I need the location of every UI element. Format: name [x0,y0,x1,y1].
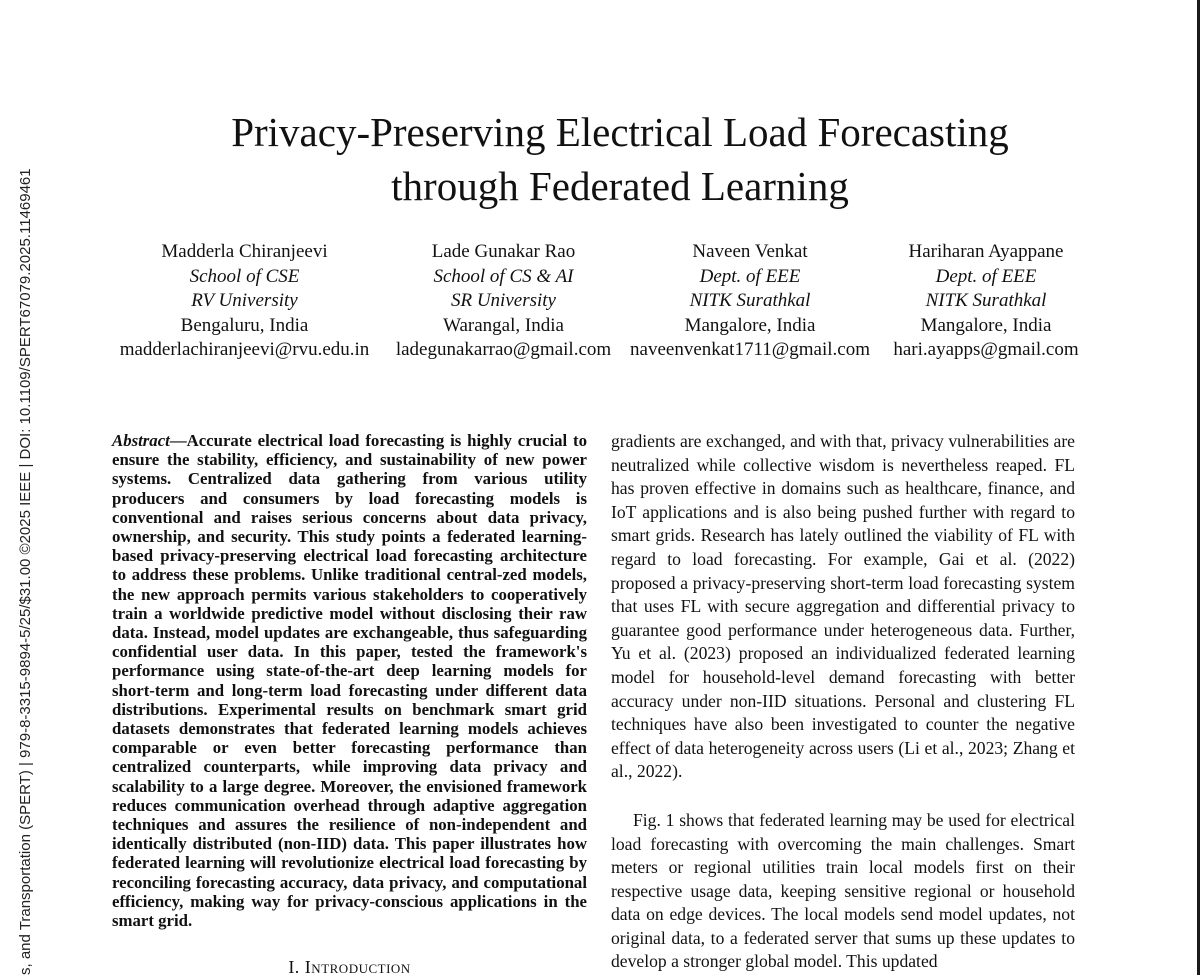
author-city: Mangalore, India [920,314,1052,336]
author-department: School of CS & AI [433,265,574,287]
author-name: Naveen Venkat [692,241,808,262]
author-name: Hariharan Ayappane [908,241,1064,262]
author-city: Mangalore, India [684,314,816,336]
side-margin-citation: s, and Transportation (SPERT) | 979-8-3315-9894-5/25/$31.00 ©2025 IEEE | DOI: 10.1109/SPERT67079.2025.11469461 [17,168,34,975]
title-line-1: Privacy-Preserving Electrical Load Forecasting [231,109,1009,155]
author-block-1 [103,240,386,363]
author-department: School of CSE [189,265,300,287]
title-line-2: through Federated Learning [391,163,849,209]
author-email: ladegunakarrao@gmail.com [395,339,612,360]
abstract-label: Abstract [112,431,170,450]
author-block-4 [879,240,1093,363]
right-column [611,430,1075,974]
paragraph-1: gradients are exchanged, and with that, privacy vulnerabilities are neutralized while collective wisdom is nevertheless reaped. FL has proven effective in domains such as healthcare, finance, and IoT applications and is also being pushed further with regard to smart grids. Research has lately outlined the viability of FL with regard to load forecasting. For example, Gai et al. (2022) proposed a privacy-preserving short-term load forecasting system that uses FL with secure aggregation and differential privacy to guarantee good performance under heterogeneous data. Further, Yu et al. (2023) proposed an individualized federated learning model for household-level demand forecasting with better accuracy under non-IID situations. Personal and clustering FL techniques have also been investigated to counter the negative effect of data heterogeneity across users (Li et al., 2023; Zhang et al., 2022). [611,431,1075,782]
author-email: hari.ayapps@gmail.com [893,339,1079,360]
author-name: Madderla Chiranjeevi [161,241,328,262]
author-university: SR University [450,290,556,311]
author-university: RV University [191,290,298,311]
paragraph-2: Fig. 1 shows that federated learning may be used for electrical load forecasting with overcoming the main challenges. Smart meters or regional utilities train local models first on their respective usage data, keeping sensitive regional or household data on edge devices. The local models send model updates, not original data, to a federated server that sums up these updates to develop a stronger global model. This updated [611,809,1075,972]
author-name: Lade Gunakar Rao [431,241,576,262]
author-block-3 [621,240,879,363]
paper-title [40,105,1200,213]
author-city: Bengaluru, India [180,314,309,336]
author-block-2 [382,240,625,363]
author-university: NITK Surathkal [925,290,1047,311]
abstract-text: —Accurate electrical load forecasting is highly crucial to ensure the stability, efficiency, and sustainability of new power systems. Centralized data gathering from various utility producers and consumers by load forecasting models is conventional and raises serious concerns about data privacy, ownership, and security. This study points a federated learning-based privacy-preserving electrical load forecasting architecture to address these problems. Unlike traditional central-zed models, the new approach permits various stakeholders to cooperatively train a worldwide predictive model without disclosing their raw data. Instead, model updates are exchangeable, thus safeguarding confidential user data. In this paper, tested the framework's performance using state-of-the-art deep learning models for short-term and long-term load forecasting under different data distributions. Experimental results on benchmark smart grid datasets demonstrates that federated learning models achieves comparable or even better forecasting performance than centralized counterparts, while improving data privacy and scalability to a large degree. Moreover, the envisioned framework reduces communication overhead through adaptive aggregation techniques and assures the resilience of non-independent and identically distributed (non-IID) data. This paper illustrates how federated learning will revolutionize electrical load forecasting by reconciling forecasting accuracy, data privacy, and computational efficiency, making way for privacy-conscious applications in the smart grid. [112,431,587,931]
author-email: naveenvenkat1711@gmail.com [630,339,870,360]
section-heading-introduction: I. Introduction [288,957,411,975]
author-department: Dept. of EEE [699,265,801,287]
author-city: Warangal, India [443,314,564,336]
author-university: NITK Surathkal [689,290,811,311]
author-department: Dept. of EEE [935,265,1037,287]
abstract [112,431,587,930]
author-email: madderlachiranjeevi@rvu.edu.in [119,339,370,360]
